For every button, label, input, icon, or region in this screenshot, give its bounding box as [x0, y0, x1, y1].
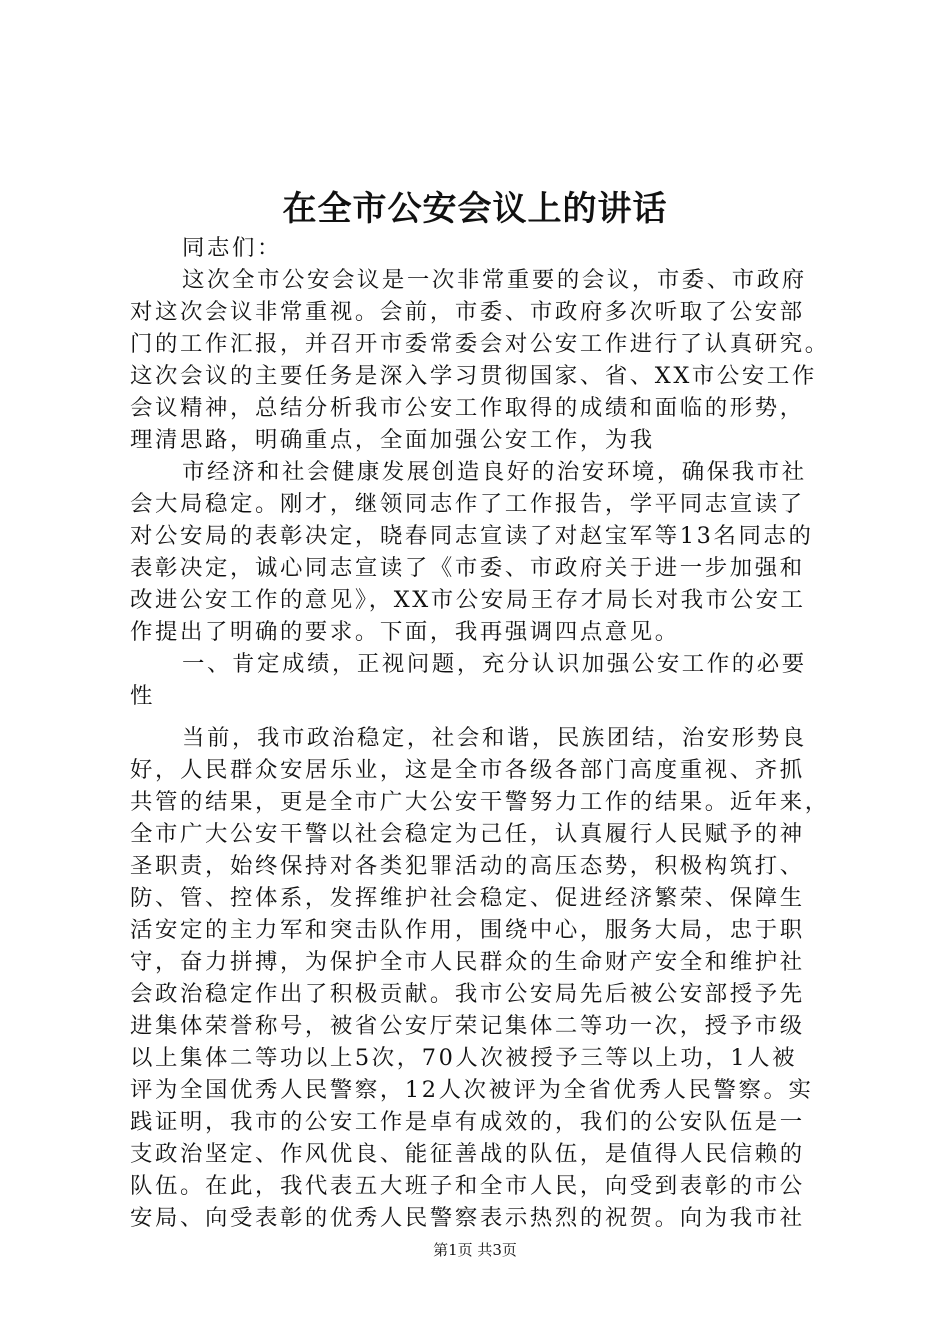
paragraph-line: 队伍。在此，我代表五大班子和全市人民，向受到表彰的市公	[130, 1173, 805, 1199]
paragraph-line: 理清思路，明确重点，全面加强公安工作，为我	[130, 427, 655, 453]
paragraph-line: 评为全国优秀人民警察，12人次被评为全省优秀人民警察。实	[130, 1077, 814, 1103]
paragraph-line: 表彰决定，诚心同志宣读了《市委、市政府关于进一步加强和	[130, 555, 805, 581]
paragraph-line: 支政治坚定、作风优良、能征善战的队伍，是值得人民信赖的	[130, 1141, 805, 1167]
paragraph-line: 会议精神，总结分析我市公安工作取得的成绩和面临的形势，	[130, 395, 805, 421]
paragraph-line: 守，奋力拼搏，为保护全市人民群众的生命财产安全和维护社	[130, 949, 805, 975]
paragraph-line: 安局、向受表彰的优秀人民警察表示热烈的祝贺。向为我市社	[130, 1205, 805, 1231]
paragraph-line: 进集体荣誉称号，被省公安厅荣记集体二等功一次，授予市级	[130, 1013, 805, 1039]
section-heading: 一、肯定成绩，正视问题，充分认识加强公安工作的必要	[182, 651, 807, 677]
paragraph-line: 活安定的主力军和突击队作用，围绕中心，服务大局，忠于职	[130, 917, 805, 943]
paragraph-line: 好，人民群众安居乐业，这是全市各级各部门高度重视、齐抓	[130, 757, 805, 783]
paragraph-line: 这次会议的主要任务是深入学习贯彻国家、省、XX市公安工作	[130, 363, 817, 389]
paragraph-line: 圣职责，始终保持对各类犯罪活动的高压态势，积极构筑打、	[130, 853, 805, 879]
paragraph-line: 会政治稳定作出了积极贡献。我市公安局先后被公安部授予先	[130, 981, 805, 1007]
document-body	[130, 232, 830, 1234]
paragraph-line: 共管的结果，更是全市广大公安干警努力工作的结果。近年来，	[130, 789, 830, 815]
section-heading: 性	[130, 683, 155, 709]
paragraph-line: 会大局稳定。刚才，继领同志作了工作报告，学平同志宣读了	[130, 491, 805, 517]
paragraph-line: 对这次会议非常重视。会前，市委、市政府多次听取了公安部	[130, 299, 805, 325]
paragraph-line: 全市广大公安干警以社会稳定为己任，认真履行人民赋予的神	[130, 821, 805, 847]
page-number-footer: 第1页 共3页	[433, 1241, 517, 1259]
paragraph-line: 门的工作汇报，并召开市委常委会对公安工作进行了认真研究。	[130, 331, 830, 357]
paragraph-line: 践证明，我市的公安工作是卓有成效的，我们的公安队伍是一	[130, 1109, 805, 1135]
paragraph-line: 防、管、控体系，发挥维护社会稳定、促进经济繁荣、保障生	[130, 885, 805, 911]
salutation: 同志们：	[182, 235, 282, 261]
paragraph-line: 以上集体二等功以上5次，70人次被授予三等以上功，1人被	[130, 1045, 798, 1071]
paragraph-line: 市经济和社会健康发展创造良好的治安环境，确保我市社	[182, 459, 807, 485]
paragraph-line: 对公安局的表彰决定，晓春同志宣读了对赵宝军等13名同志的	[130, 523, 814, 549]
paragraph-line: 当前，我市政治稳定，社会和谐，民族团结，治安形势良	[182, 725, 807, 751]
paragraph-line: 这次全市公安会议是一次非常重要的会议，市委、市政府	[182, 267, 807, 293]
paragraph-line: 作提出了明确的要求。下面，我再强调四点意见。	[130, 619, 680, 645]
paragraph-line: 改进公安工作的意见》，XX市公安局王存才局长对我市公安工	[130, 587, 806, 613]
document-title: 在全市公安会议上的讲话	[282, 189, 668, 229]
